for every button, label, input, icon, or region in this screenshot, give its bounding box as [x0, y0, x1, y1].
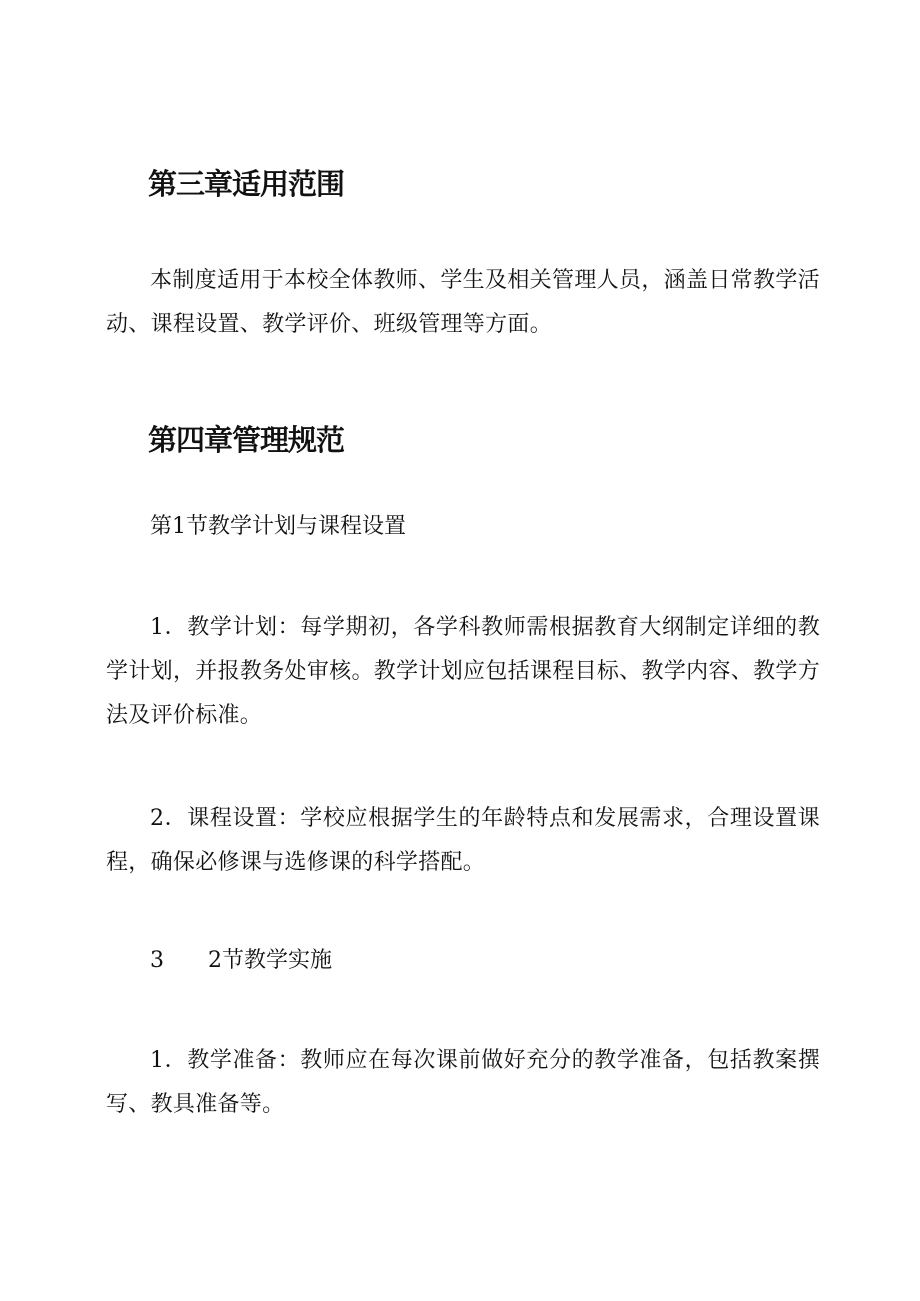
section1-title: 第1节教学计划与课程设置 — [150, 514, 406, 539]
section2-title: 2节教学实施 — [208, 948, 332, 973]
chapter3-body: 本制度适用于本校全体教师、学生及相关管理人员，涵盖日常教学活动、课程设置、教学评价、班级管理等方面。 — [106, 268, 820, 337]
section1-item-1: 1．教学计划：每学期初，各学科教师需根据教育大纲制定详细的教学计划，并报教务处审核。教学计划应包括课程目标、教学内容、教学方法及评价标准。 — [106, 615, 820, 728]
section2-item-1: 1．教学准备：教师应在每次课前做好充分的教学准备，包括教案撰写、教具准备等。 — [106, 1048, 820, 1117]
chapter3-title: 第三章适用范围 — [148, 167, 345, 201]
chapter4-title: 第四章管理规范 — [148, 423, 345, 457]
section1-item-2: 2．课程设置：学校应根据学生的年龄特点和发展需求，合理设置课程，确保必修课与选修课的科学搭配。 — [106, 806, 820, 875]
section2-number: 3 — [150, 948, 164, 973]
section2-title-line — [150, 946, 864, 976]
